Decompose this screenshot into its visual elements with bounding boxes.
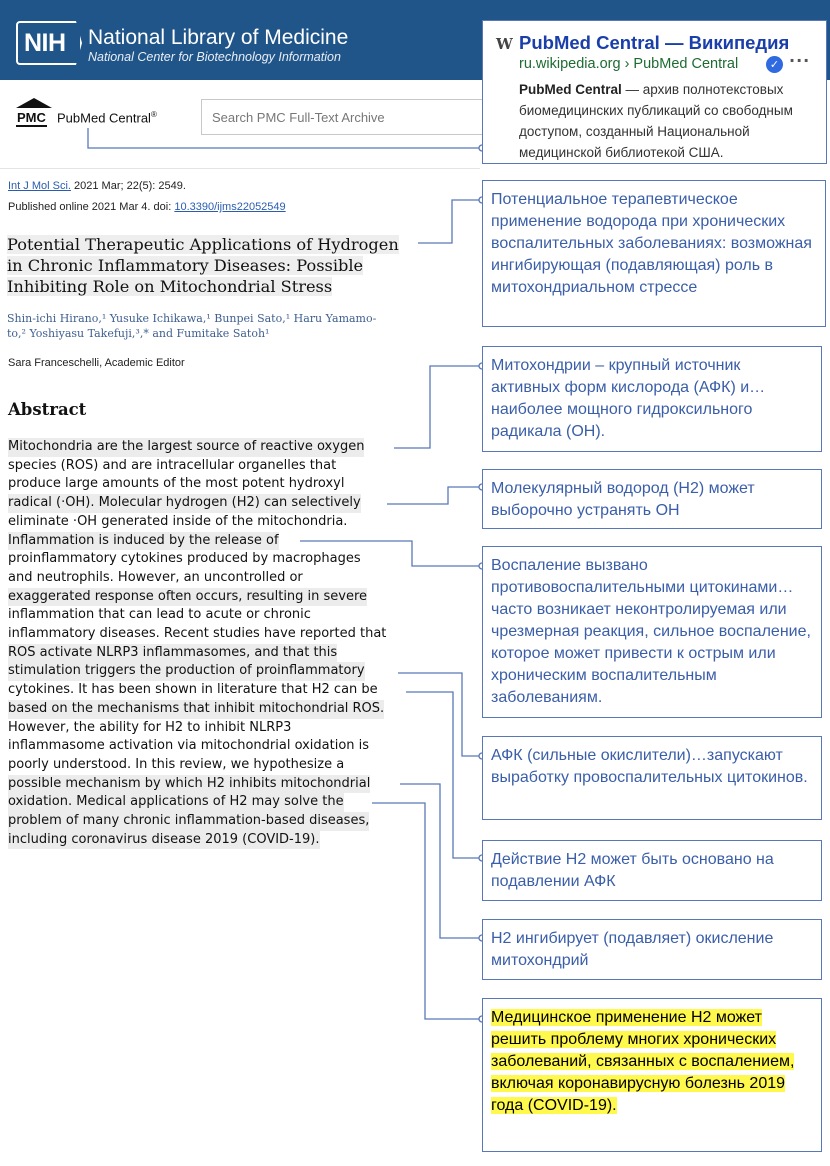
abstract-line: including coronavirus disease 2019 (COVID-19). <box>8 831 320 850</box>
abstract-line: Mitochondria are the largest source of reactive oxygen <box>8 438 364 457</box>
pmc-name <box>57 110 157 125</box>
abstract-line: inflammasome activation via mitochondrial oxidation is <box>8 738 370 754</box>
nih-logo[interactable] <box>16 21 82 65</box>
connector-h2-ros <box>406 692 482 858</box>
abstract-line: proinflammatory cytokines produced by macrophages <box>8 551 361 567</box>
verified-check-icon: ✓ <box>766 56 783 73</box>
search-input[interactable] <box>202 100 490 134</box>
authors-line[interactable]: Shin-ichi Hirano,¹ Yusuke Ichikawa,¹ Bunpei Sato,¹ Haru Yamamo- <box>7 312 377 325</box>
published-text: Published online 2021 Mar 4. doi: <box>8 201 175 213</box>
callout-medical <box>482 998 822 1152</box>
callout-medical-text: Медицинское применение Н2 может решить проблему многих хронических заболеваний, связанных с воспалением, включая коронавирусную болезнь 2019 года (COVID-19). <box>491 1009 795 1114</box>
pmc-logo-text: PMC <box>17 110 46 125</box>
header-divider <box>0 168 480 169</box>
callout-inflammation: Воспаление вызвано противовоспалительными цитокинами… часто возникает неконтролируемая или чрезмерная реакция, сильное воспаление, которое может привести к острым или хроническим воспалительным заболеваниям. <box>482 546 822 718</box>
connector-mitochondria <box>394 366 482 448</box>
pmc-roof-icon <box>16 98 52 108</box>
abstract-line: eliminate ·OH generated inside of the mitochondria. <box>8 513 348 529</box>
abstract-line: produce large amounts of the most potent hydroxyl <box>8 476 345 492</box>
connector-medical <box>372 803 482 1019</box>
abstract-line: ROS activate NLRP3 inflammasomes, and that this <box>8 644 337 663</box>
published-line <box>8 201 286 213</box>
doi-link[interactable]: 10.3390/ijms22052549 <box>174 201 286 213</box>
callout-h2-ros: Действие Н2 может быть основано на подавлении АФК <box>482 840 822 901</box>
nih-logo-text: NIH <box>24 29 66 57</box>
abstract-line: exaggerated response often occurs, resulting in severe <box>8 588 367 607</box>
snippet-text: — архив полнотекстовых биомедицинских публикаций со свободным доступом, созданный Национальной медицинской библиотекой США. <box>519 82 793 160</box>
abstract-line: and neutrophils. However, an uncontrolled or <box>8 569 303 585</box>
callout-title: Потенциальное терапевтическое применение водорода при хронических воспалительных заболеваниях: возможная ингибирующая (подавляющая) роль в митохондриальном стрессе <box>482 180 826 327</box>
connector-ros <box>398 673 482 756</box>
callout-h2-oxidation: Н2 ингибирует (подавляет) окисление митохондрий <box>482 919 822 980</box>
abstract-line: possible mechanism by which H2 inhibits mitochondrial <box>8 775 370 794</box>
citation-details: 2021 Mar; 22(5): 2549. <box>70 180 186 192</box>
connector-title <box>418 200 482 243</box>
wikipedia-snippet <box>519 79 821 163</box>
pmc-name-text: PubMed Central <box>57 110 151 126</box>
wikipedia-title-link[interactable]: PubMed Central — Википедия <box>519 32 790 53</box>
article-title <box>7 234 422 297</box>
wikipedia-icon: W <box>496 35 513 53</box>
citation <box>8 180 186 192</box>
wikipedia-url[interactable]: ru.wikipedia.org › PubMed Central <box>519 56 739 72</box>
callout-h2-eliminate: Молекулярный водород (Н2) может выборочно устранять ОН <box>482 469 822 529</box>
more-options-icon[interactable]: ··· <box>789 51 811 70</box>
abstract-line: cytokines. It has been shown in literature that H2 can be <box>8 682 378 698</box>
nih-subtitle: National Center for Biotechnology Information <box>88 50 341 64</box>
journal-link[interactable]: Int J Mol Sci. <box>8 180 71 192</box>
connector-h2-eliminate <box>387 487 482 504</box>
title-line: in Chronic Inflammatory Diseases: Possible <box>7 256 364 275</box>
abstract-heading: Abstract <box>8 400 87 419</box>
abstract-line: However, the ability for H2 to inhibit NLRP3 <box>8 719 292 735</box>
search-box[interactable] <box>201 99 491 135</box>
connector-h2-oxidation <box>400 784 482 938</box>
title-line: Inhibiting Role on Mitochondrial Stress <box>7 277 333 296</box>
abstract-line: based on the mechanisms that inhibit mitochondrial ROS. <box>8 700 384 719</box>
authors-line[interactable]: to,² Yoshiyasu Takefuji,³,* and Fumitake Satoh¹ <box>7 327 270 340</box>
pmc-logo[interactable] <box>16 98 176 134</box>
wikipedia-card[interactable] <box>482 20 827 164</box>
abstract-line: stimulation triggers the production of proinflammatory <box>8 662 365 681</box>
abstract-line: Inflammation is induced by the release of <box>8 532 279 551</box>
abstract-line: inflammation that can lead to acute or chronic <box>8 607 311 623</box>
abstract-line: poorly understood. In this review, we hypothesize a <box>8 756 345 772</box>
authors[interactable] <box>7 311 407 341</box>
abstract-line: problem of many chronic inflammation-based diseases, <box>8 812 369 831</box>
abstract-line: oxidation. Medical applications of H2 may solve the <box>8 793 344 812</box>
abstract-line: species (ROS) and are intracellular organelles that <box>8 457 337 473</box>
nih-title[interactable]: National Library of Medicine <box>88 26 349 49</box>
academic-editor: Sara Franceschelli, Academic Editor <box>8 357 185 369</box>
callout-ros: АФК (сильные окислители)…запускают выработку провоспалительных цитокинов. <box>482 736 822 820</box>
pmc-registered-mark: ® <box>150 110 157 119</box>
snippet-bold: PubMed Central <box>519 82 622 97</box>
callout-mitochondria: Митохондрии – крупный источник активных форм кислорода (АФК) и… наиболее мощного гидроксильного радикала (ОН). <box>482 346 822 452</box>
title-line: Potential Therapeutic Applications of Hydrogen <box>7 235 399 254</box>
abstract-line: inflammatory diseases. Recent studies have reported that <box>8 626 387 641</box>
abstract-line: radical (·OH). Molecular hydrogen (H2) can selectively <box>8 494 361 513</box>
